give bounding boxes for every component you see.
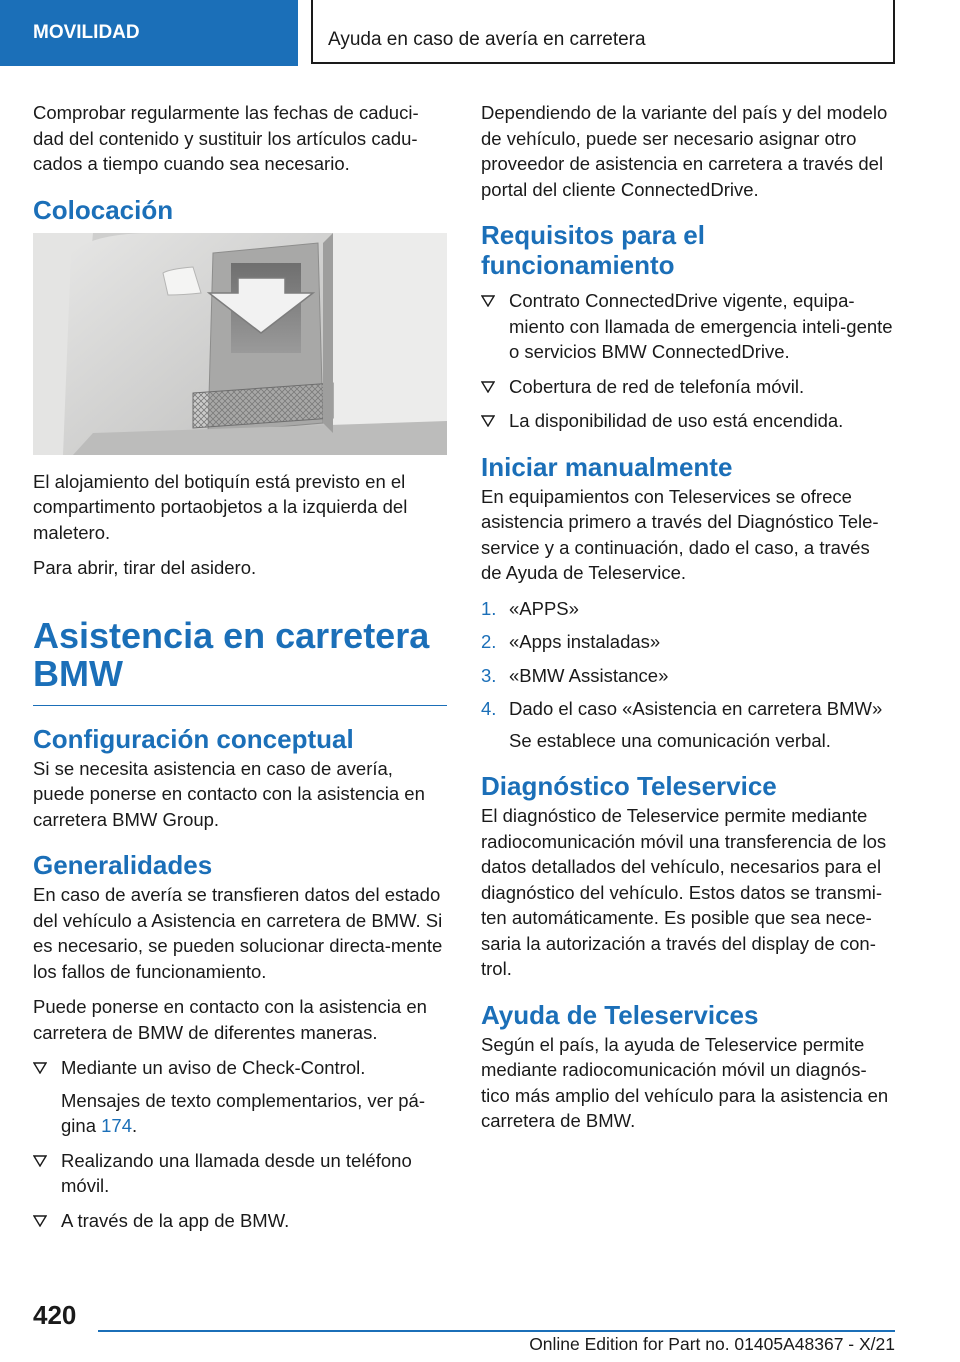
requirements-list bbox=[481, 288, 895, 434]
trunk-compartment-photo bbox=[33, 233, 447, 455]
contact-methods-list bbox=[33, 1055, 447, 1081]
step-number: 2. bbox=[481, 631, 497, 652]
page-number: 420 bbox=[33, 1300, 77, 1330]
step-text: «Apps instaladas» bbox=[509, 631, 661, 652]
step-number: 1. bbox=[481, 597, 497, 619]
step-item bbox=[481, 696, 895, 722]
list-item bbox=[481, 288, 895, 365]
triangle-bullet-icon bbox=[33, 1062, 47, 1074]
list-item bbox=[33, 1148, 447, 1199]
contact-methods-list-2 bbox=[33, 1148, 447, 1234]
step-text: Dado el caso «Asistencia en carretera BMW» bbox=[509, 698, 883, 719]
heading-generalidades: Generalidades bbox=[33, 850, 213, 880]
page-link[interactable]: 174 bbox=[101, 1115, 132, 1136]
triangle-bullet-icon bbox=[481, 381, 495, 393]
step-number: 4. bbox=[481, 698, 497, 719]
list-item-text: Mediante un aviso de Check-Control. bbox=[61, 1057, 366, 1078]
start-paragraph: En equipamientos con Teleservices se ofrece asistencia primero a través del Diagnóstico Tele-service y a continuación, dado el caso, a través de Ayuda de Teleservice. bbox=[481, 485, 879, 583]
general-paragraph-1: En caso de avería se transfieren datos del estado del vehículo a Asistencia en carretera de BMW. Si es necesario, se pueden solucionar directa-mente los fallos de funcionamiento. bbox=[33, 884, 443, 982]
heading-ayuda: Ayuda de Teleservices bbox=[481, 999, 759, 1030]
sub-paragraph bbox=[33, 1088, 447, 1139]
edition-text: Online Edition for Part no. 01405A48367 - X/21 bbox=[529, 1334, 895, 1354]
section-label: MOVILIDAD bbox=[0, 0, 298, 66]
step-sub-paragraph: Se establece una comunicación verbal. bbox=[509, 729, 831, 751]
heading-iniciar: Iniciar manualmente bbox=[481, 451, 733, 482]
list-item-text: Contrato ConnectedDrive vigente, equipa-miento con llamada de emergencia inteli-gente o servicios BMW ConnectedDrive. bbox=[509, 290, 893, 362]
triangle-bullet-icon bbox=[33, 1155, 47, 1167]
sub-text: Mensajes de texto complementarios, ver pá-gina bbox=[61, 1089, 426, 1136]
config-paragraph: Si se necesita asistencia en caso de avería, puede ponerse en contacto con la asistencia en carretera BMW Group. bbox=[33, 757, 425, 830]
step-item bbox=[481, 596, 895, 622]
list-item bbox=[481, 374, 895, 400]
left-column bbox=[33, 100, 447, 1242]
step-text: «BMW Assistance» bbox=[509, 664, 669, 686]
general-paragraph-2: Puede ponerse en contacto con la asistencia en carretera de BMW de diferentes maneras. bbox=[33, 996, 427, 1043]
sub-text-end: . bbox=[132, 1115, 138, 1136]
footer-divider bbox=[98, 1330, 895, 1332]
list-item-text: La disponibilidad de uso está encendida. bbox=[509, 410, 844, 431]
steps-list bbox=[481, 596, 895, 722]
right-column bbox=[481, 100, 895, 1144]
heading-diagnostico: Diagnóstico Teleservice bbox=[481, 771, 777, 801]
heading-asistencia: Asistencia en carretera BMW bbox=[33, 617, 447, 706]
list-item-text: Realizando una llamada desde un teléfono móvil. bbox=[61, 1149, 412, 1196]
page-header bbox=[0, 0, 960, 66]
help-paragraph: Según el país, la ayuda de Teleservice permite mediante radiocomunicación móvil un diagnós-tico más amplio del vehículo para la asistencia en carretera de BMW. bbox=[481, 1033, 889, 1131]
list-item-text: A través de la app de BMW. bbox=[61, 1209, 290, 1231]
triangle-bullet-icon bbox=[33, 1215, 47, 1227]
diagnostic-paragraph: El diagnóstico de Teleservice permite mediante radiocomunicación móvil una transferencia de los datos detallados del vehículo, necesarios para el diagnóstico del vehículo. Estos datos se transmi-ten automáticamente. Es posible que sea nece-saria la autorización a través del display de con-trol. bbox=[481, 805, 887, 979]
trunk-compartment-illustration bbox=[33, 233, 447, 455]
list-item bbox=[33, 1208, 447, 1234]
heading-requisitos: Requisitos para el funcionamiento bbox=[481, 220, 705, 280]
heading-config: Configuración conceptual bbox=[33, 723, 354, 754]
step-item bbox=[481, 663, 895, 689]
triangle-bullet-icon bbox=[481, 415, 495, 427]
triangle-bullet-icon bbox=[481, 295, 495, 307]
step-text: «APPS» bbox=[509, 597, 579, 619]
list-item bbox=[481, 408, 895, 434]
heading-colocacion: Colocación bbox=[33, 194, 174, 225]
open-paragraph: Para abrir, tirar del asidero. bbox=[33, 557, 257, 578]
list-item-text: Cobertura de red de telefonía móvil. bbox=[509, 375, 805, 397]
intro-paragraph: Dependiendo de la variante del país y del modelo de vehículo, puede ser necesario asignar otro proveedor de asistencia en carretera a través del portal del cliente ConnectedDrive. bbox=[481, 102, 888, 200]
intro-paragraph: Comprobar regularmente las fechas de caduci-dad del contenido y sustituir los artículos cadu-cados a tiempo cuando sea necesario. bbox=[33, 102, 419, 174]
topic-label: Ayuda en caso de avería en carretera bbox=[311, 0, 895, 64]
list-item bbox=[33, 1055, 447, 1081]
storage-paragraph: El alojamiento del botiquín está previsto en el compartimento portaobjetos a la izquierda del maletero. bbox=[33, 470, 408, 543]
step-item bbox=[481, 629, 895, 655]
step-number: 3. bbox=[481, 664, 497, 686]
